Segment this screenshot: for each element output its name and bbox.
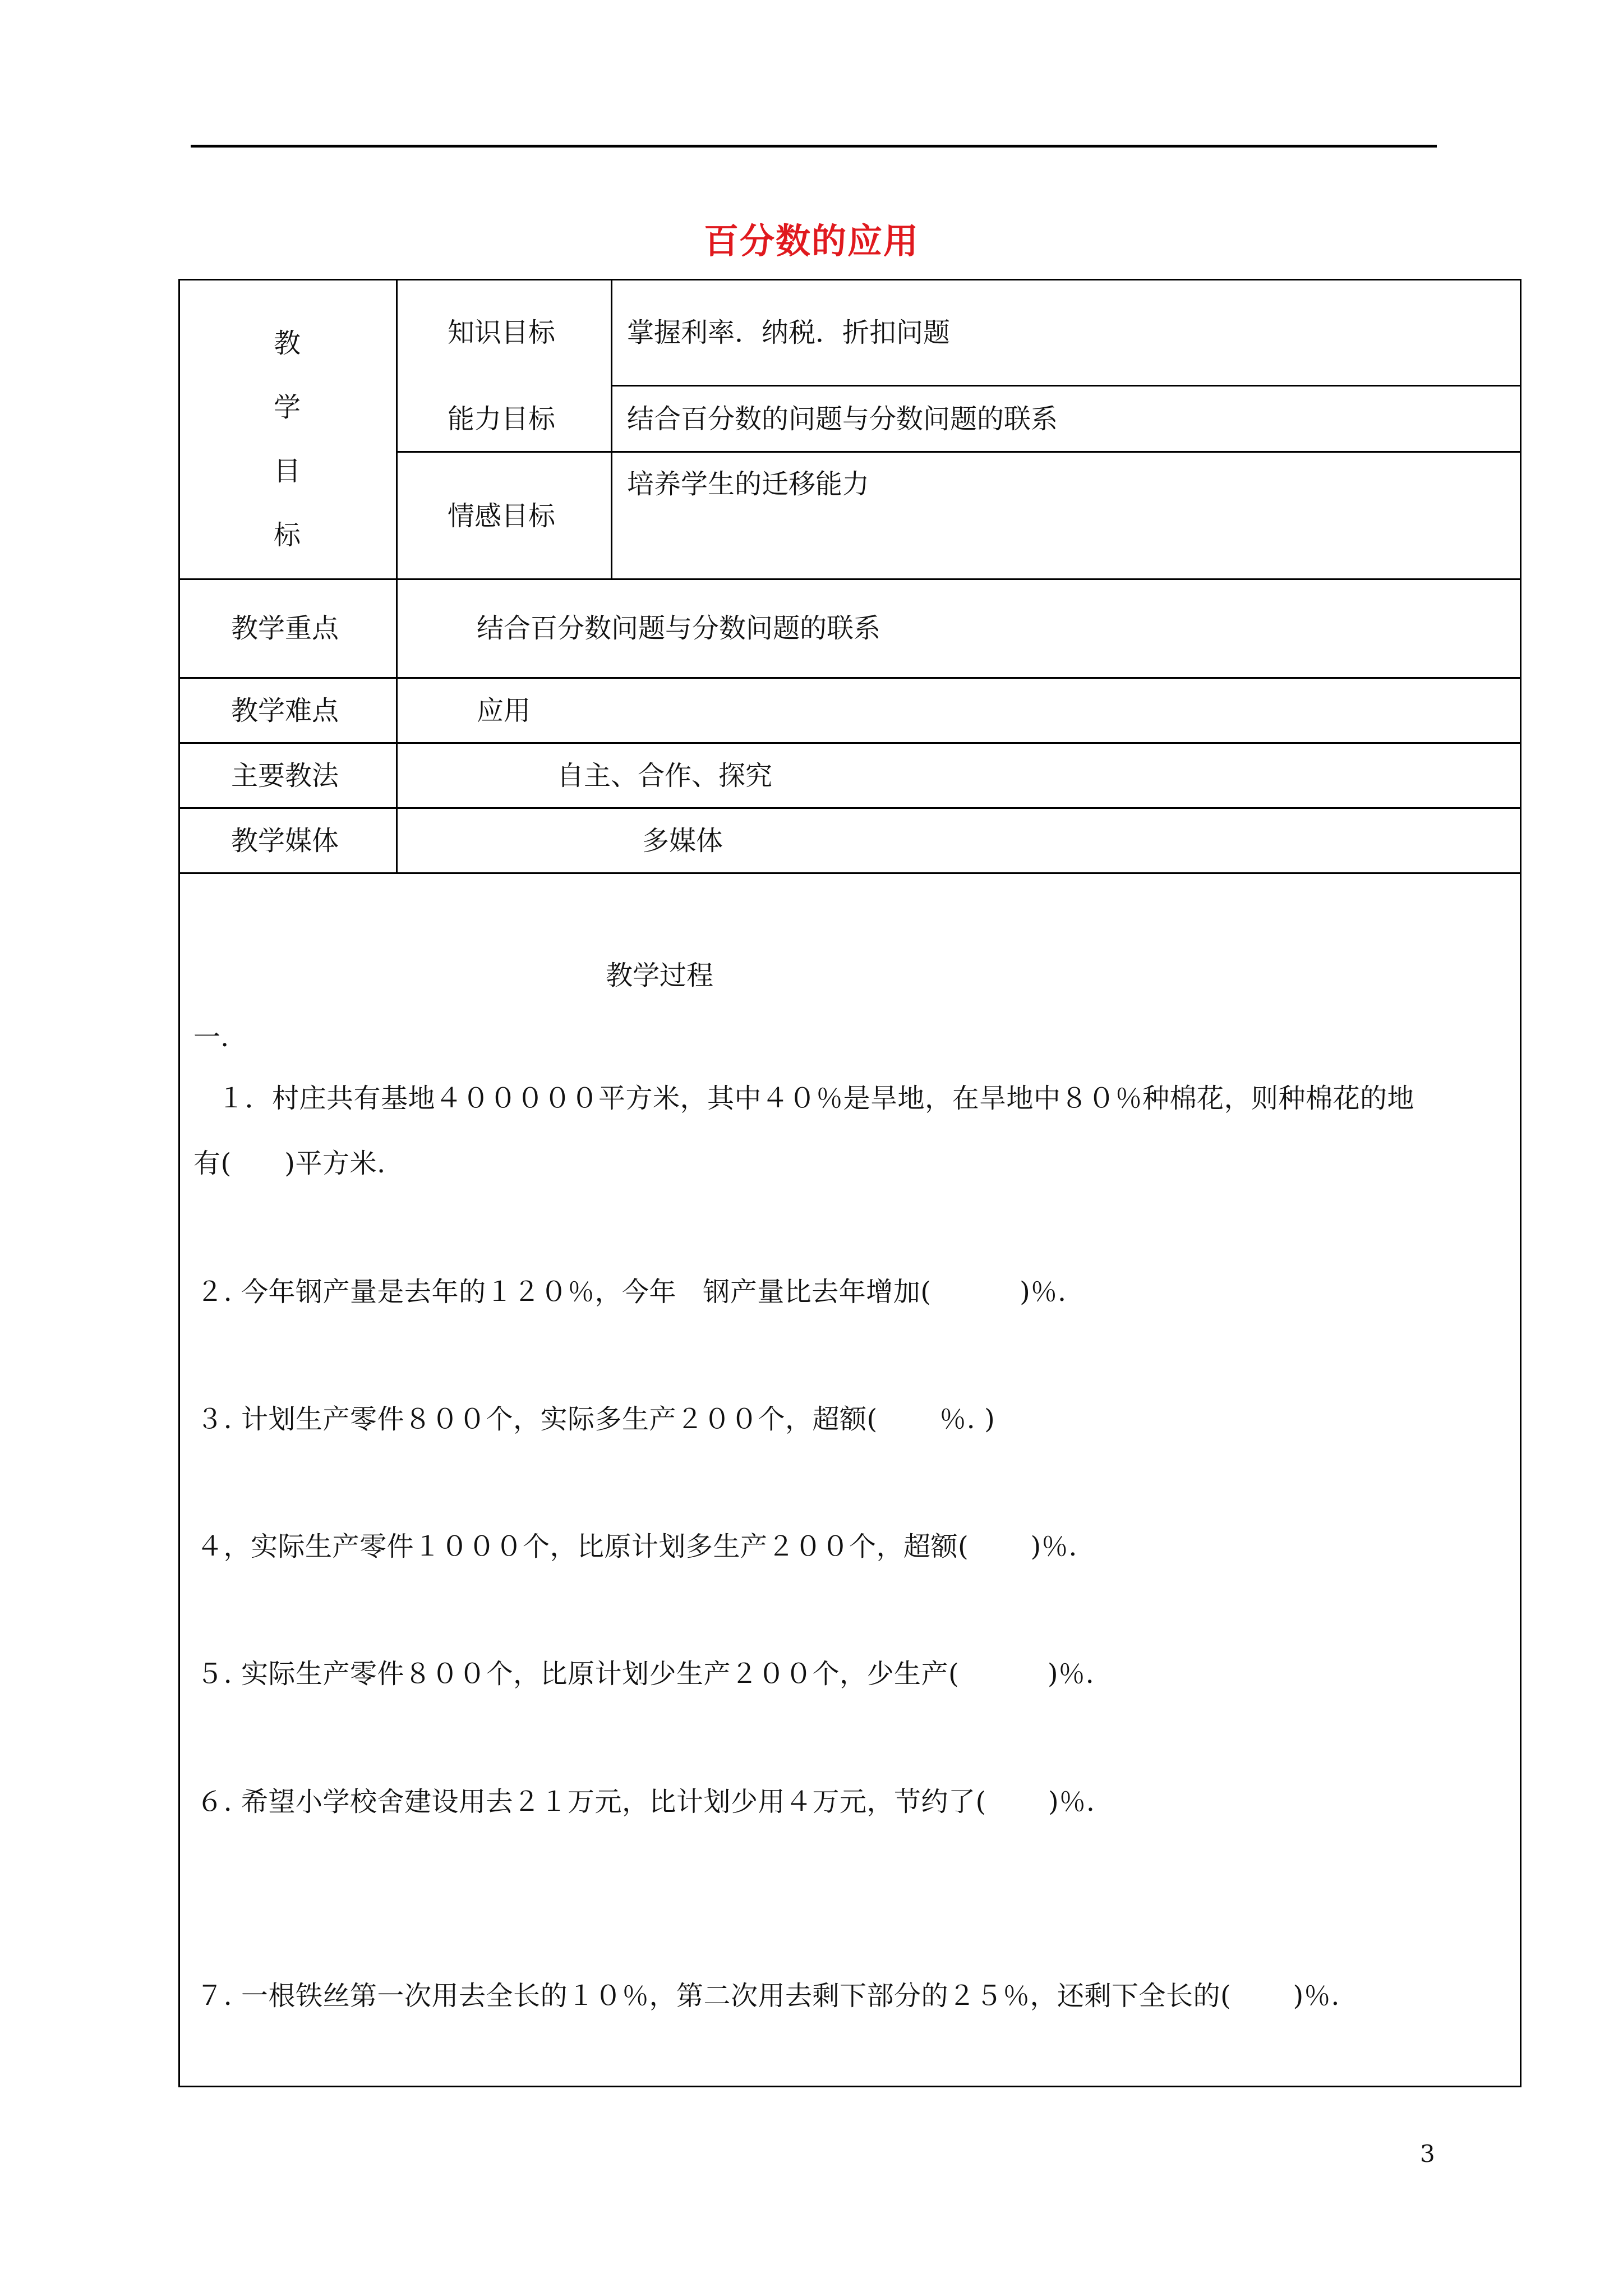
objective-value: 掌握利率．纳税．折扣问题	[627, 317, 951, 348]
question-line: １．村庄共有基地４０００００平方米，其中４０％是旱地，在旱地中８０％种棉花，则种棉花的地	[218, 1083, 1415, 1114]
document-title: 百分数的应用	[703, 220, 919, 261]
info-label: 教学媒体	[231, 825, 339, 857]
objective-label: 情感目标	[448, 500, 556, 532]
table-divider	[611, 385, 1521, 386]
table-divider	[396, 279, 398, 578]
process-title: 教学过程	[606, 960, 714, 991]
info-value: 多媒体	[642, 825, 723, 857]
question-line: ４，实际生产零件１０００个，比原计划多生产２００个，超额( )％.	[196, 1531, 1078, 1562]
table-divider	[178, 677, 1521, 679]
objectives-side-label: 教 学 目 标	[273, 328, 301, 551]
page-number: 3	[1420, 2140, 1435, 2168]
objective-value: 培养学生的迁移能力	[627, 468, 870, 500]
info-label: 教学重点	[231, 613, 339, 644]
question-line: ２. 今年钢产量是去年的１２０％，今年 钢产量比去年增加( )％.	[196, 1276, 1067, 1308]
info-label: 主要教法	[231, 760, 339, 792]
section-mark: 一.	[193, 1022, 229, 1053]
table-divider	[178, 578, 1521, 580]
question-line: ５. 实际生产零件８００个，比原计划少生产２００个，少生产( )％.	[196, 1658, 1095, 1690]
question-line: ６. 希望小学校舍建设用去２１万元，比计划少用４万元，节约了( )％.	[196, 1786, 1095, 1818]
header-rule	[191, 145, 1437, 148]
table-divider	[178, 872, 1521, 874]
table-divider	[178, 742, 1521, 744]
table-divider	[178, 807, 1521, 809]
info-value: 应用	[477, 695, 531, 726]
info-value: 自主、合作、探究	[557, 760, 773, 792]
question-line: ３. 计划生产零件８００个，实际多生产２００个，超额( ％. )	[196, 1404, 995, 1435]
question-line: ７. 一根铁丝第一次用去全长的１０％，第二次用去剩下部分的２５％，还剩下全长的( )％.	[196, 1980, 1340, 2012]
objective-label: 能力目标	[448, 403, 556, 435]
objective-label: 知识目标	[448, 317, 556, 348]
table-divider	[396, 578, 398, 872]
objective-value: 结合百分数的问题与分数问题的联系	[627, 403, 1058, 435]
table-divider	[396, 451, 1521, 453]
table-divider	[611, 279, 612, 578]
info-label: 教学难点	[231, 695, 339, 726]
question-line: 有( )平方米.	[193, 1148, 386, 1179]
info-value: 结合百分数问题与分数问题的联系	[477, 613, 881, 644]
